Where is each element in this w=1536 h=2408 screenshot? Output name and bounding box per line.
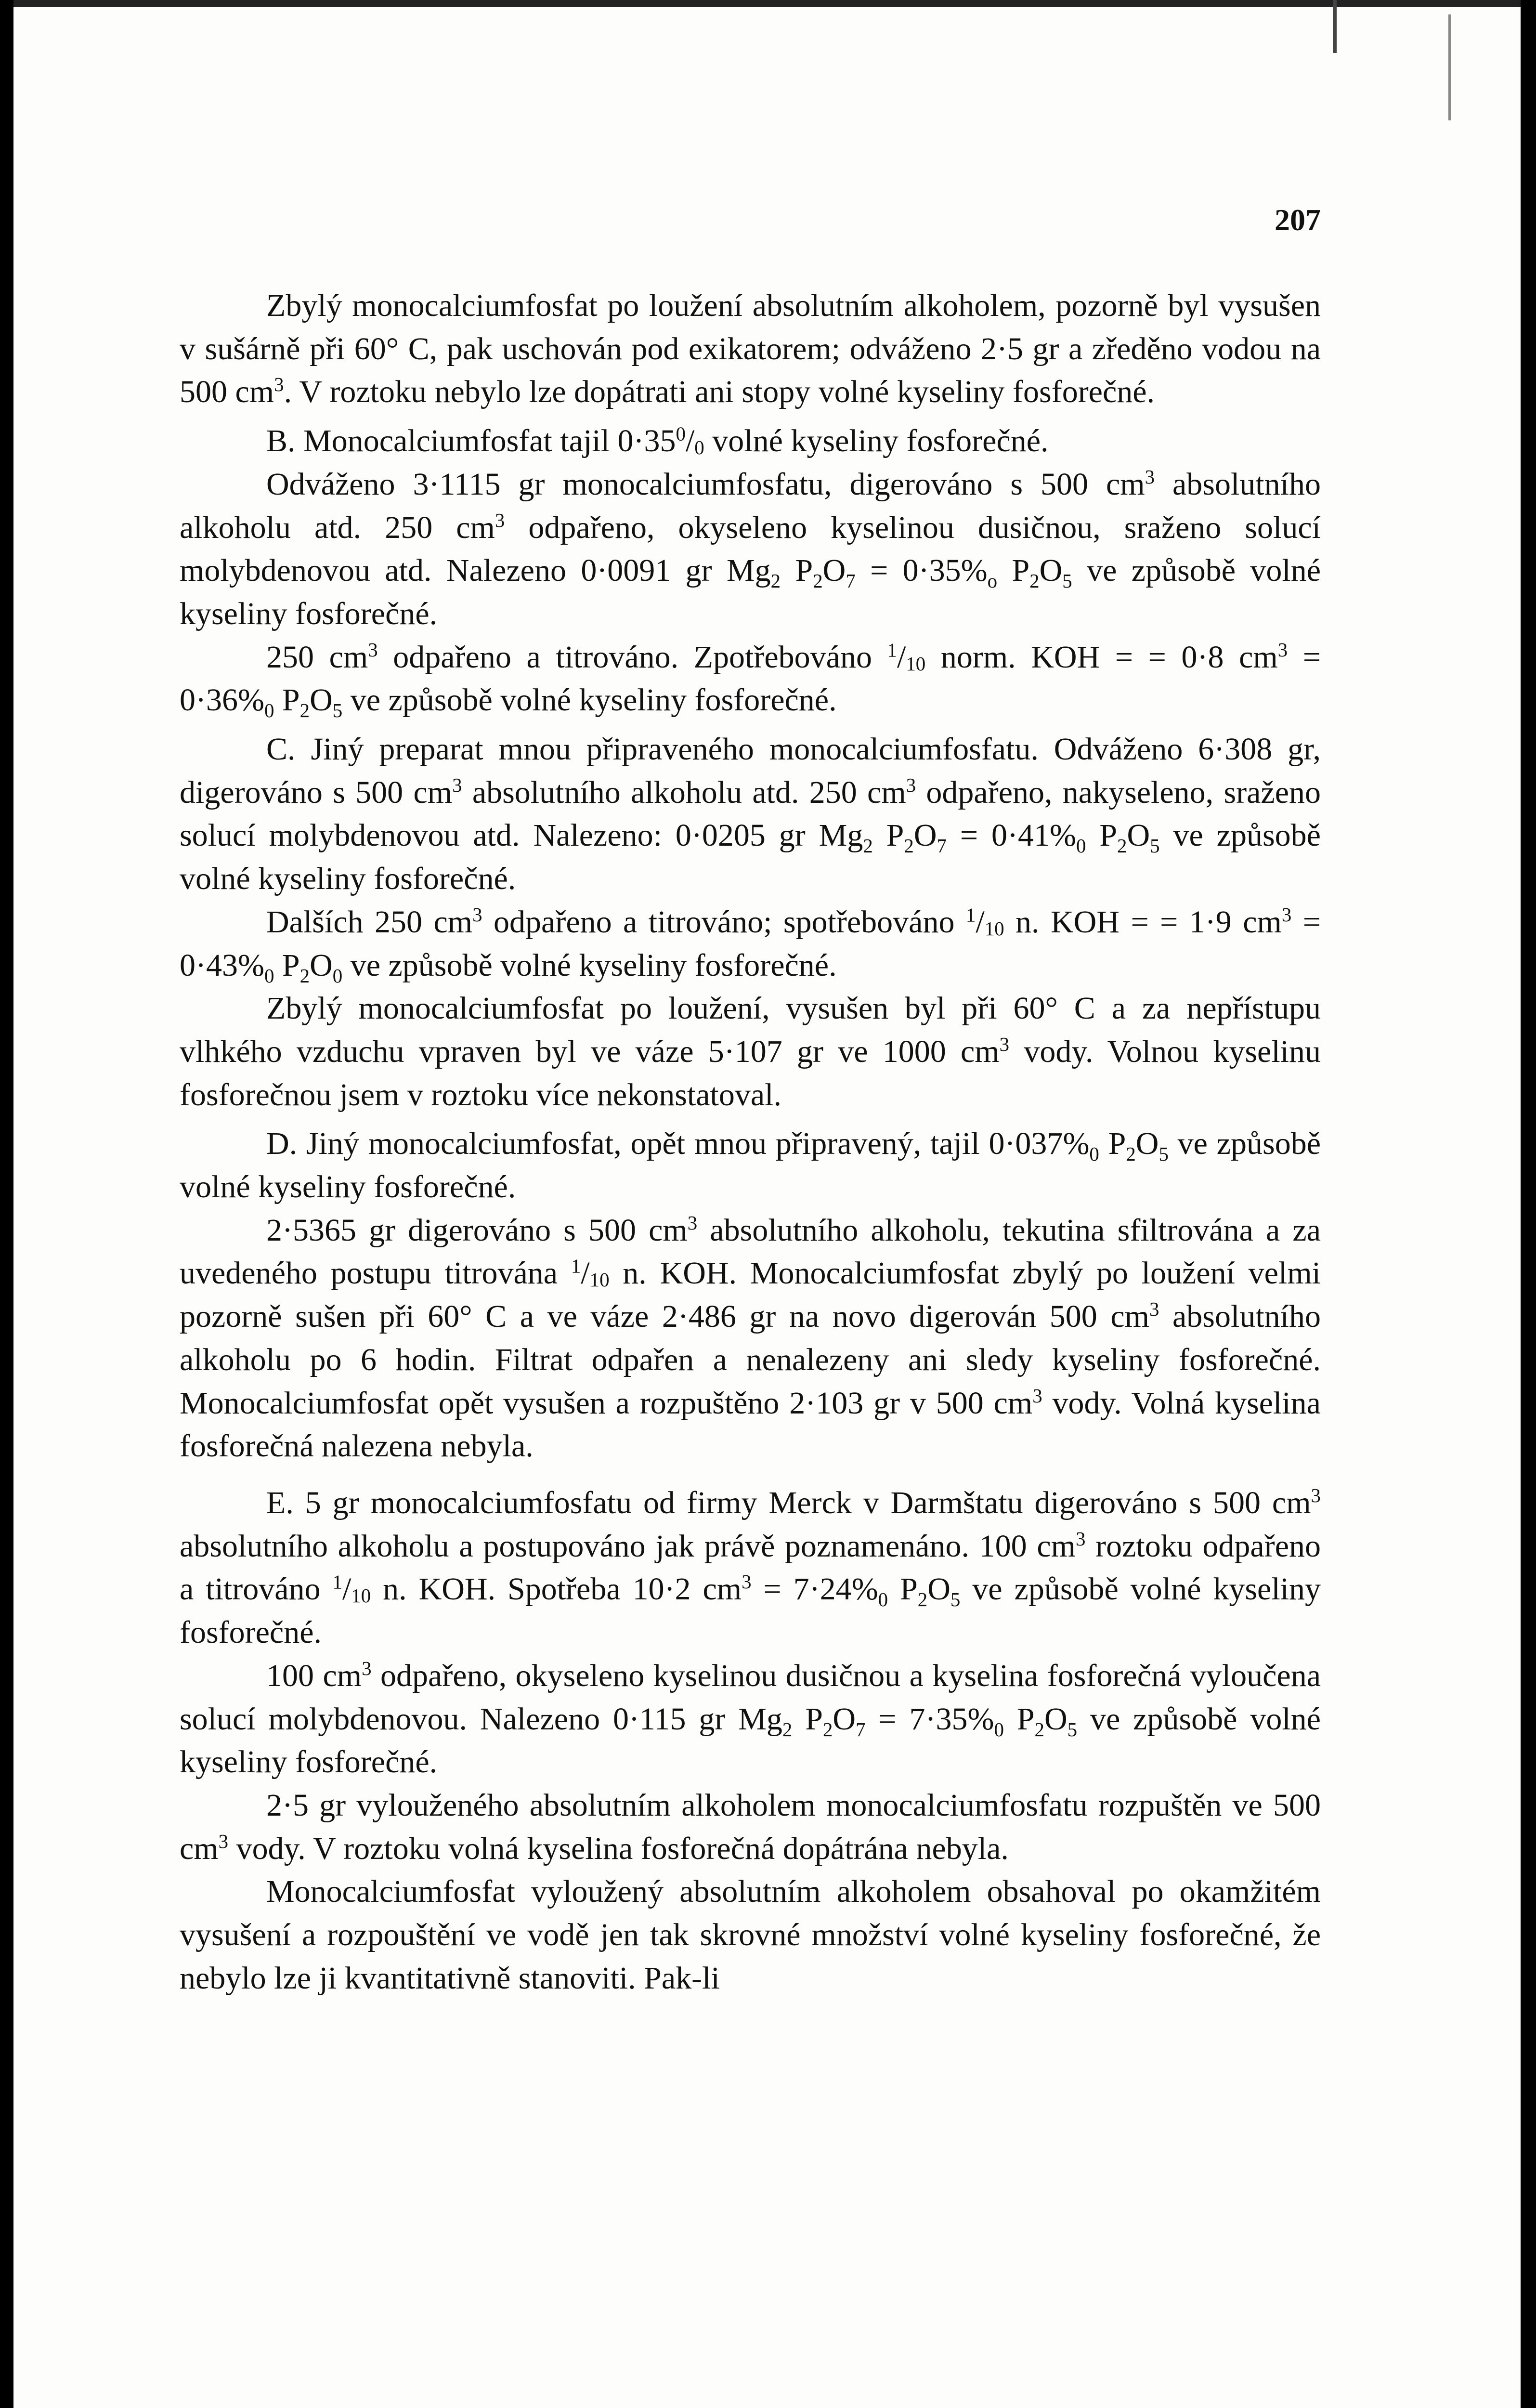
paragraph: D. Jiný monocalciumfosfat, opět mnou připravený, tajil $0\cdot 037\%_0$ $P_2O_5$ ve způsobě volné kyseliny fosforečné. [180, 1126, 1321, 1205]
page-number: 207 [1275, 203, 1321, 237]
paragraph: 250 $cm^3$ odpařeno a titrováno. Zpotřebováno $^1/_{10}$ norm. KOH = = 0·8 $cm^3 = 0\cdot 36\%_0$ $P_2O_5$ ve způsobě volné kyseliny fosforečné. [180, 639, 1321, 722]
paragraph: Zbylý monocalciumfosfat po loužení, vysušen byl při 60° C a za nepřístupu vlhkého vzduchu vpraven byl ve váze 5·107 gr ve 1000 $cm^3$ vody. Volnou kyselinu fosforečnou jsem v roztoku více nekonstatoval. [180, 991, 1321, 1112]
paragraph: Zbylý monocalciumfosfat po loužení absolutním alkoholem, pozorně byl vysušen v sušárně při 60° C, pak uschován pod exikatorem; odváženo 2·5 gr a zředěno vodou na 500 $cm^3$. V roztoku nebylo lze dopátrati ani stopy volné kyseliny fosforečné. [180, 288, 1321, 410]
paragraph: 2·5365 gr digerováno s 500 $cm^3$ absolutního alkoholu, tekutina sfiltrována a za uvedeného postupu titrována $^1/_{10}$ n. KOH. Monocalciumfosfat zbylý po loužení velmi pozorně sušen při 60° C a ve váze 2·486 gr na novo digerován 500 $cm^3$ absolutního alkoholu po 6 hodin. Filtrat odpařen a nenalezeny ani sledy kyseliny fosforečné. Monocalciumfosfat opět vysušen a rozpuštěno 2·103 gr v 500 $cm^3$ vody. Volná kyselina fosforečná nalezena nebyla. [180, 1212, 1321, 1464]
scanned-page [13, 0, 1521, 2408]
paragraph: Odváženo 3·1115 gr monocalciumfosfatu, digerováno s 500 $cm^3$ absolutního alkoholu atd. 250 $cm^3$ odpařeno, okyseleno kyselinou dusičnou, sraženo solucí molybdenovou atd. Nalezeno 0·0091 gr $Mg_2$ $P_2O_7 = 0\cdot 35\%_o$ $P_2O_5$ ve způsobě volné kyseliny fosforečné. [180, 466, 1321, 631]
paragraph: C. Jiný preparat mnou připraveného monocalciumfosfatu. Odváženo 6·308 gr, digerováno s 500 $cm^3$ absolutního alkoholu atd. 250 $cm^3$ odpařeno, nakyseleno, sraženo solucí molybdenovou atd. Nalezeno: 0·0205 gr $Mg_2$ $P_2O_7 = 0\cdot 41\%_0$ $P_2O_5$ ve způsobě volné kyseliny fosforečné. [180, 732, 1321, 897]
paragraph: 100 $cm^3$ odpařeno, okyseleno kyselinou dusičnou a kyselina fosforečná vyloučena solucí molybdenovou. Nalezeno 0·115 gr $Mg_2$ $P_2O_7 = 7\cdot 35\%_0$ $P_2O_5$ ve způsobě volné kyseliny fosforečné. [180, 1657, 1321, 1780]
paragraph: E. 5 gr monocalciumfosfatu od firmy Merck v Darmštatu digerováno s 500 $cm^3$ absolutního alkoholu a postupováno jak právě poznamenáno. 100 $cm^3$ roztoku odpařeno a titrováno $^1/_{10}$ n. KOH. Spotřeba 10·2 $cm^3 = 7\cdot 24\%_0$ $P_2O_5$ ve způsobě volné kyseliny fosforečné. [180, 1484, 1321, 1650]
paragraph: B. Monocalciumfosfat tajil $0\cdot 35^0/_0$ volné kyseliny fosforečné. [266, 423, 1049, 459]
body-text [180, 284, 1321, 2000]
paragraph: Dalších 250 $cm^3$ odpařeno a titrováno; spotřebováno $^1/_{10}$ n. KOH = = 1·9 $cm^3 = 0\cdot 43\%_0$ $P_2O_0$ ve způsobě volné kyseliny fosforečné. [180, 903, 1321, 987]
scan-mark [1448, 14, 1451, 120]
paragraph: Monocalciumfosfat vyloužený absolutním alkoholem obsahoval po okamžitém vysušení a rozpouštění ve vodě jen tak skrovné množství volné kyseliny fosforečné, že nebylo lze ji kvantitativně stanoviti. Pak-li [180, 1874, 1321, 1996]
scan-edge [13, 0, 1521, 7]
paragraph: 2·5 gr vylouženého absolutním alkoholem monocalciumfosfatu rozpuštěn ve 500 $cm^3$ vody. V roztoku volná kyselina fosforečná dopátrána nebyla. [180, 1787, 1321, 1866]
scan-mark [1333, 0, 1337, 53]
